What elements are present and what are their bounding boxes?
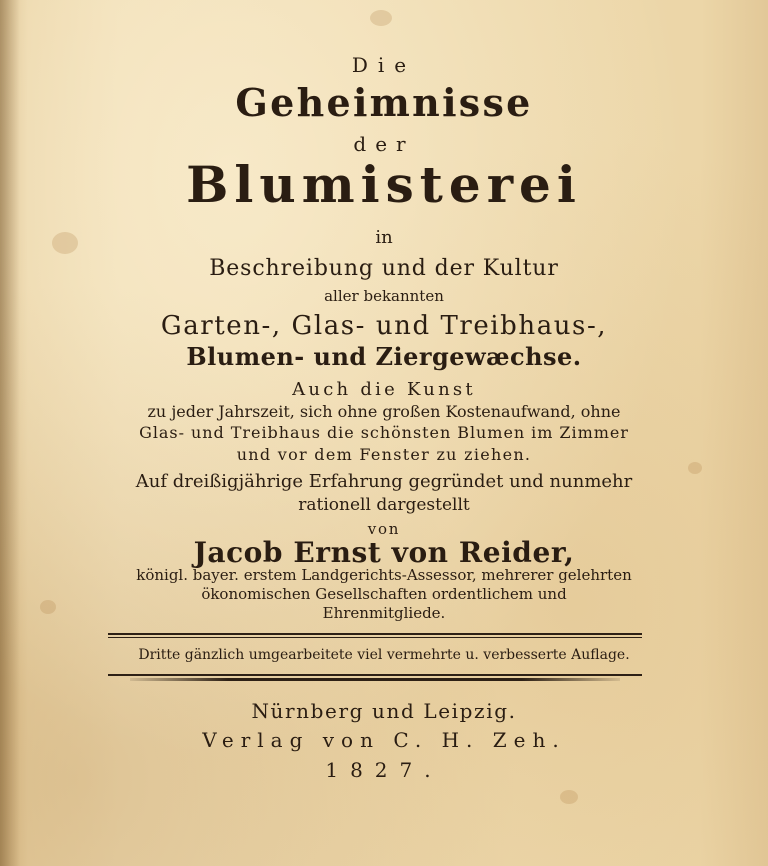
foxing-spot	[560, 790, 578, 804]
text-erfahrung: Auf dreißigjährige Erfahrung gegründet und nunmehr	[135, 471, 633, 492]
divider-rule	[108, 637, 642, 638]
foxing-spot	[370, 10, 392, 26]
divider-rule	[108, 674, 642, 676]
text-rationell: rationell dargestellt	[298, 495, 470, 515]
divider-rule	[108, 633, 642, 635]
text-fenster: und vor dem Fenster zu ziehen.	[236, 445, 532, 464]
title-der: der	[353, 132, 415, 156]
text-glas: Glas- und Treibhaus die schönsten Blumen im Zimmer	[139, 423, 629, 442]
text-blumen: Blumen- und Ziergewæchse.	[186, 342, 582, 371]
imprint-place: Nürnberg und Leipzig.	[251, 699, 517, 723]
author-credentials-1: königl. bayer. erstem Landgerichts-Assessor, mehrerer gelehrten	[136, 566, 632, 584]
title-blumisterei: Blumisterei	[186, 155, 582, 214]
text-von: von	[367, 520, 401, 538]
imprint-year: 1827.	[325, 758, 443, 782]
author-credentials-2: ökonomischen Gesellschaften ordentlichem und	[201, 585, 567, 603]
text-aller: aller bekannten	[324, 287, 444, 305]
divider-rule-ornament	[130, 678, 620, 681]
author-credentials-3: Ehrenmitgliede.	[322, 604, 446, 622]
text-jahreszeit: zu jeder Jahrszeit, sich ohne großen Kostenaufwand, ohne	[147, 402, 621, 421]
text-auch: Auch die Kunst	[292, 379, 476, 400]
imprint-publisher: Verlag von C. H. Zeh.	[202, 728, 566, 752]
title-geheimnisse: Geheimnisse	[235, 80, 533, 125]
title-die: Die	[351, 53, 417, 77]
text-beschreibung: Beschreibung und der Kultur	[209, 256, 559, 281]
text-in: in	[375, 227, 393, 248]
author-name: Jacob Ernst von Reider,	[193, 536, 575, 569]
edition-statement: Dritte gänzlich umgearbeitete viel vermehrte u. verbesserte Auflage.	[138, 647, 630, 663]
text-garten: Garten-, Glas- und Treibhaus-,	[160, 311, 608, 341]
